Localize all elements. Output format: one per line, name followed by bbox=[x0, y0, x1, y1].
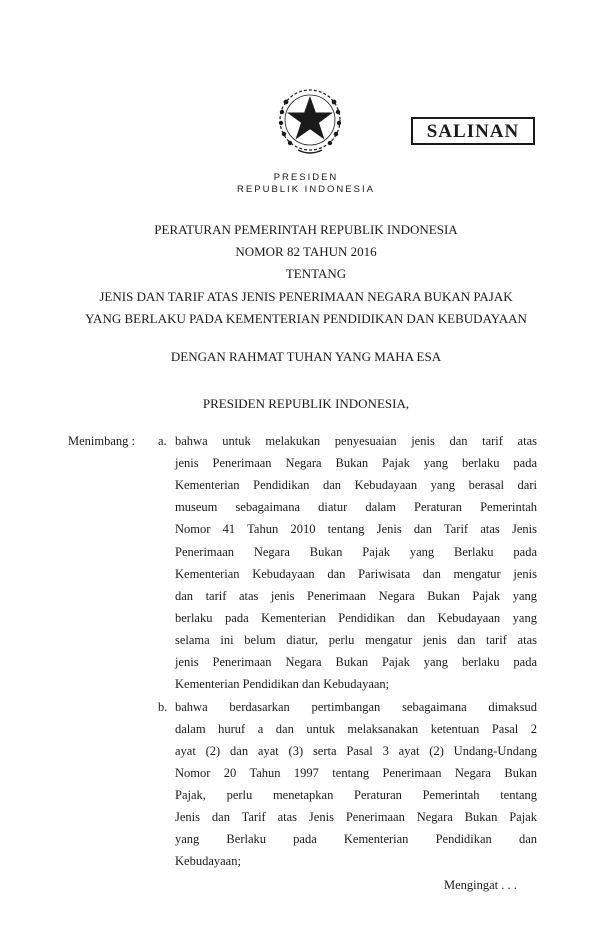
item-b-line: bahwa berdasarkan pertimbangan sebagaimana dimaksud bbox=[175, 700, 537, 714]
item-a-line: bahwa untuk melakukan penyesuaian jenis dan tarif atas bbox=[175, 434, 537, 448]
title-line-1: PERATURAN PEMERINTAH REPUBLIK INDONESIA bbox=[154, 222, 458, 237]
item-a-line: museum sebagaimana diatur dalam Peraturan Pemerintah bbox=[175, 500, 537, 514]
item-a-line: berlaku pada Kementerian Pendidikan dan Kebudayaan yang bbox=[175, 611, 537, 625]
title-line-3: TENTANG bbox=[285, 266, 347, 281]
item-b-line: Pajak, perlu menetapkan Peraturan Pemerintah tentang bbox=[175, 788, 537, 802]
issuer-line-2: REPUBLIK INDONESIA bbox=[237, 184, 375, 195]
title-line-4: JENIS DAN TARIF ATAS JENIS PENERIMAAN NEGARA BUKAN PAJAK bbox=[99, 289, 513, 304]
considering-label: Menimbang : bbox=[68, 434, 136, 448]
issuer-line-1: PRESIDEN bbox=[273, 172, 339, 183]
invocation: DENGAN RAHMAT TUHAN YANG MAHA ESA bbox=[170, 349, 442, 364]
item-b-line: dalam huruf a dan untuk melaksanakan ketentuan Pasal 2 bbox=[175, 722, 537, 736]
title-line-2: NOMOR 82 TAHUN 2016 bbox=[235, 244, 377, 259]
item-b-line: ayat (2) dan ayat (3) serta Pasal 3 ayat (2) Undang-Undang bbox=[175, 744, 537, 758]
item-a-line: Kementerian Pendidikan dan Kebudayaan; bbox=[175, 677, 390, 691]
title-line-5: YANG BERLAKU PADA KEMENTERIAN PENDIDIKAN DAN KEBUDAYAAN bbox=[85, 311, 527, 326]
item-a-line: jenis Penerimaan Negara Bukan Pajak yang berlaku pada bbox=[175, 655, 537, 669]
president-heading: PRESIDEN REPUBLIK INDONESIA, bbox=[202, 396, 410, 411]
item-a-line: jenis Penerimaan Negara Bukan Pajak yang berlaku pada bbox=[175, 456, 537, 470]
item-a-line: dan tarif atas jenis Penerimaan Negara Bukan Pajak yang bbox=[175, 589, 537, 603]
item-a-line: selama ini belum diatur, perlu mengatur jenis dan tarif atas bbox=[175, 633, 537, 647]
item-b-line: Nomor 20 Tahun 1997 tentang Penerimaan Negara Bukan bbox=[175, 766, 537, 780]
item-b-line: Jenis dan Tarif atas Jenis Penerimaan Negara Bukan Pajak bbox=[175, 810, 537, 824]
continuation-marker: Mengingat . . . bbox=[444, 878, 517, 892]
item-b-line: yang Berlaku pada Kementerian Pendidikan dan bbox=[175, 832, 537, 846]
item-b-marker: b. bbox=[158, 700, 168, 714]
garuda-emblem-icon bbox=[272, 82, 348, 158]
item-a-line: Kementerian Kebudayaan dan Pariwisata dan mengatur jenis bbox=[175, 567, 537, 581]
item-b-line: Kebudayaan; bbox=[175, 854, 241, 868]
item-a-marker: a. bbox=[158, 434, 167, 448]
item-a-line: Nomor 41 Tahun 2010 tentang Jenis dan Tarif atas Jenis bbox=[175, 522, 537, 536]
item-a-line: Penerimaan Negara Bukan Pajak yang Berlaku pada bbox=[175, 545, 537, 559]
copy-stamp: SALINAN bbox=[411, 117, 535, 145]
item-a-line: Kementerian Pendidikan dan Kebudayaan yang berasal dari bbox=[175, 478, 537, 492]
